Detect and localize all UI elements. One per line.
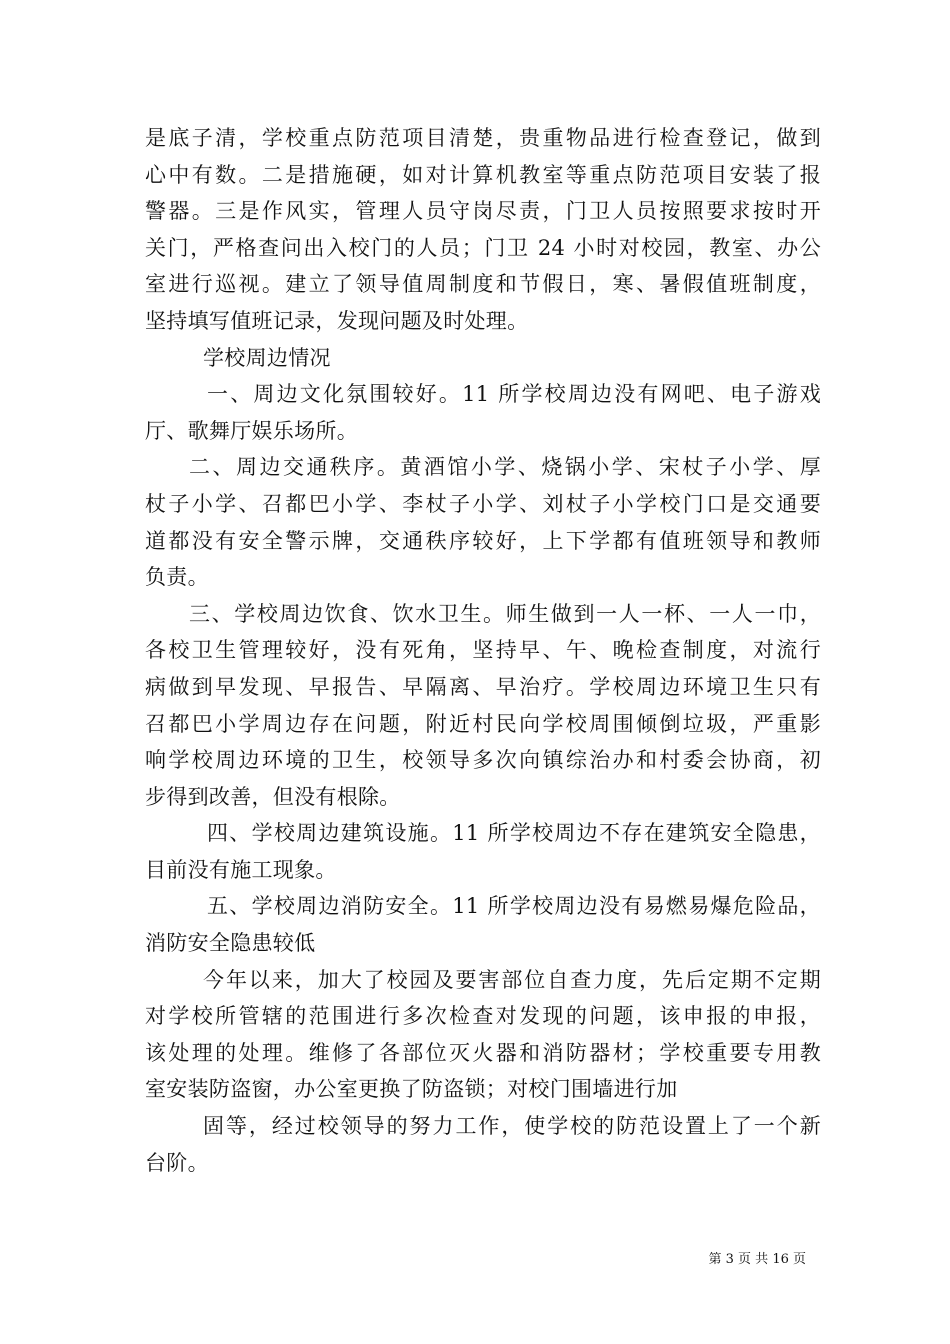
- text-line: 消防安全隐患较低: [145, 931, 316, 956]
- text-line: 杖子小学、召都巴小学、李杖子小学、刘杖子小学校门口是交通要: [145, 491, 821, 516]
- text-line: 固等，经过校领导的努力工作，使学校的防范设置上了一个新: [203, 1114, 821, 1139]
- text-line: 对学校所管辖的范围进行多次检查对发现的问题，该申报的申报，: [145, 1004, 821, 1029]
- text-line: 各校卫生管理较好，没有死角，坚持早、午、晚检查制度，对流行: [145, 638, 821, 663]
- text-line: 负责。: [145, 565, 209, 590]
- text-line: 目前没有施工现象。: [145, 857, 337, 882]
- text-line: 步得到改善，但没有根除。: [145, 784, 401, 809]
- text-line: 四、学校周边建筑设施。11 所学校周边不存在建筑安全隐患，: [207, 821, 821, 846]
- text-line: 五、学校周边消防安全。11 所学校周边没有易燃易爆危险品，: [207, 894, 821, 919]
- document-body: [145, 120, 821, 1181]
- text-line: 二、周边交通秩序。黄酒馆小学、烧锅小学、宋杖子小学、厚: [189, 455, 821, 480]
- text-line: 室安装防盗窗，办公室更换了防盗锁；对校门围墙进行加: [145, 1077, 678, 1102]
- text-line: 厅、歌舞厅娱乐场所。: [145, 418, 358, 443]
- text-line: 道都没有安全警示牌，交通秩序较好，上下学都有值班领导和教师: [145, 528, 821, 553]
- text-line: 室进行巡视。建立了领导值周制度和节假日，寒、暑假值班制度，: [145, 272, 821, 297]
- text-line: 一、周边文化氛围较好。11 所学校周边没有网吧、电子游戏: [207, 382, 821, 407]
- text-line: 台阶。: [145, 1150, 209, 1175]
- text-line: 病做到早发现、早报告、早隔离、早治疗。学校周边环境卫生只有: [145, 674, 821, 699]
- page-number: 第 3 页 共 16 页: [708, 1252, 806, 1267]
- text-line: 是底子清，学校重点防范项目清楚，贵重物品进行检查登记，做到: [145, 126, 821, 150]
- text-line: 坚持填写值班记录，发现问题及时处理。: [145, 308, 529, 333]
- text-line: 心中有数。二是措施硬，如对计算机教室等重点防范项目安装了报: [145, 162, 821, 187]
- text-line: 该处理的处理。维修了各部位灭火器和消防器材；学校重要专用教: [145, 1040, 821, 1065]
- text-line: 警器。三是作风实，管理人员守岗尽责，门卫人员按照要求按时开: [145, 199, 821, 224]
- text-line: 响学校周边环境的卫生，校领导多次向镇综治办和村委会协商，初: [145, 748, 821, 773]
- text-line: 关门，严格查问出入校门的人员；门卫 24 小时对校园，教室、办公: [145, 235, 821, 260]
- text-line: 召都巴小学周边存在问题，附近村民向学校周围倾倒垃圾，严重影: [145, 711, 821, 736]
- text-line: 今年以来，加大了校园及要害部位自查力度，先后定期不定期: [203, 967, 821, 992]
- text-line: 三、学校周边饮食、饮水卫生。师生做到一人一杯、一人一巾，: [189, 601, 821, 626]
- section-heading: 学校周边情况: [203, 345, 331, 370]
